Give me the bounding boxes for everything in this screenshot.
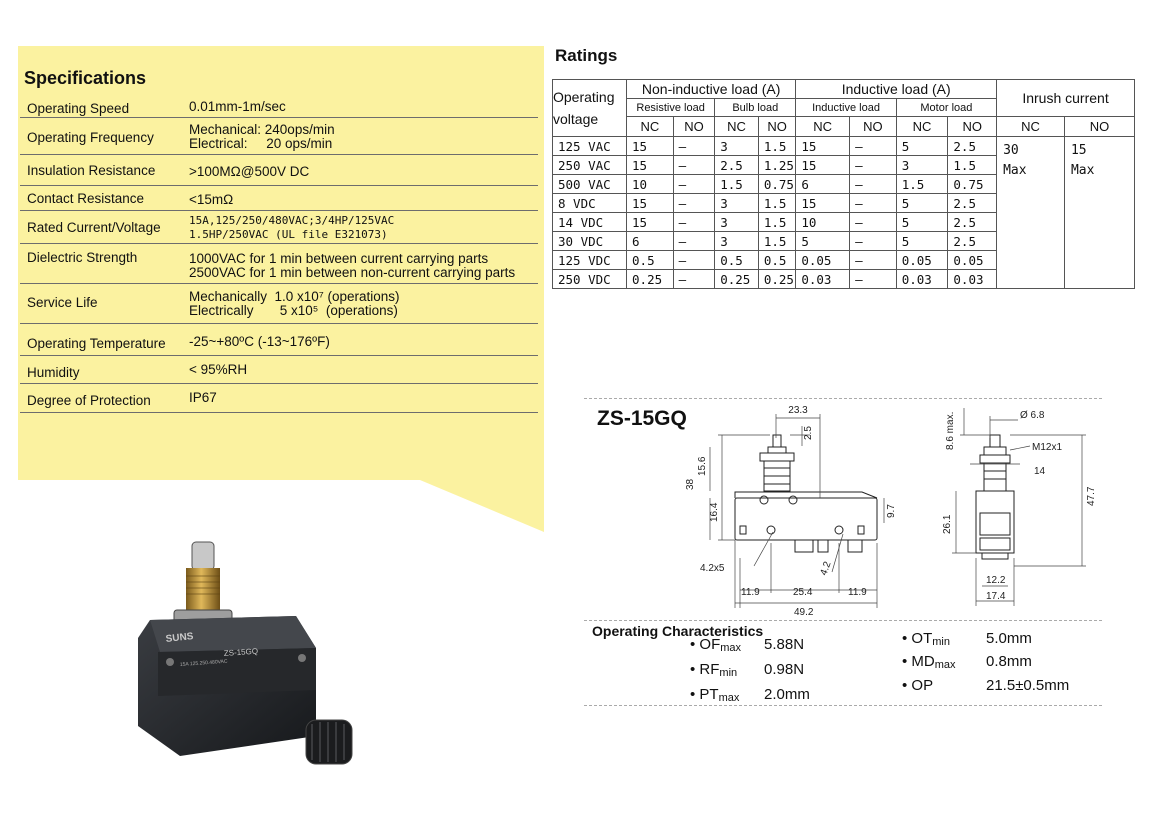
spec-label: Humidity xyxy=(27,365,80,380)
spec-value xyxy=(189,252,515,280)
table-cell: – xyxy=(673,194,715,213)
table-cell: 15 xyxy=(627,156,674,175)
dim-11-9-left: 11.9 xyxy=(741,587,760,598)
plunger-cap xyxy=(192,542,214,570)
table-cell: 0.05 xyxy=(948,251,997,270)
table-cell: 3 xyxy=(715,232,759,251)
inrush-no-value: 15 xyxy=(1070,143,1087,158)
ratings-title: Ratings xyxy=(555,46,618,65)
table-cell: 10 xyxy=(627,175,674,194)
dim-25-4: 25.4 xyxy=(793,587,813,598)
spec-row-operating-speed xyxy=(20,97,538,118)
table-cell: 0.25 xyxy=(758,270,796,289)
table-cell: 5 xyxy=(896,232,948,251)
spec-label: Operating Temperature xyxy=(27,336,166,351)
dim-26-1: 26.1 xyxy=(942,514,953,534)
spec-value: >100MΩ@500V DC xyxy=(189,164,310,179)
spec-row-degree-of-protection xyxy=(20,383,538,413)
spec-value xyxy=(189,123,335,151)
table-cell: 0.05 xyxy=(896,251,948,270)
side-view xyxy=(976,435,1014,559)
table-cell: 15 xyxy=(796,137,850,156)
nc-header: NC xyxy=(627,117,674,137)
dim-23-3: 23.3 xyxy=(788,405,808,416)
table-cell: 1.5 xyxy=(948,156,997,175)
table-cell: – xyxy=(850,270,897,289)
table-cell: 3 xyxy=(715,213,759,232)
table-cell: 3 xyxy=(715,137,759,156)
brass-bushing xyxy=(186,568,220,612)
spec-value-line: 2500VAC for 1 min between non-current carrying parts xyxy=(189,265,516,280)
spec-value: IP67 xyxy=(189,390,217,405)
bulb-load-header: Bulb load xyxy=(715,99,796,117)
oc-name: OT xyxy=(911,630,933,647)
voltage-cell: 125 VAC xyxy=(553,137,627,156)
table-cell: 0.75 xyxy=(758,175,796,194)
no-header: NO xyxy=(758,117,796,137)
table-cell: 5 xyxy=(896,194,948,213)
spec-row-rated-current-voltage xyxy=(20,210,538,244)
table-cell: 0.75 xyxy=(948,175,997,194)
no-header: NO xyxy=(673,117,715,137)
dim-38: 38 xyxy=(685,478,696,490)
table-cell: 2.5 xyxy=(948,194,997,213)
table-cell: 0.03 xyxy=(796,270,850,289)
drawing-model-title: ZS-15GQ xyxy=(597,407,687,430)
table-cell: – xyxy=(850,156,897,175)
no-header: NO xyxy=(948,117,997,137)
spec-value-line: Electrical: 20 ops/min xyxy=(189,136,333,151)
table-cell: 6 xyxy=(796,175,850,194)
dim-m12x1: M12x1 xyxy=(1032,442,1063,453)
table-cell: 1.25 xyxy=(758,156,796,175)
voltage-cell: 30 VDC xyxy=(553,232,627,251)
dim-15-6: 15.6 xyxy=(697,456,708,476)
motor-load-header: Motor load xyxy=(896,99,996,117)
spec-label: Degree of Protection xyxy=(27,393,151,408)
table-cell: 1.5 xyxy=(896,175,948,194)
dim-9-7: 9.7 xyxy=(886,504,897,518)
table-cell: – xyxy=(673,270,715,289)
oc-item-ot: • $OT_{min}$ 5.0mm xyxy=(902,630,1032,648)
table-cell: – xyxy=(850,213,897,232)
table-cell: 3 xyxy=(896,156,948,175)
oc-sub: min xyxy=(932,636,950,648)
spec-row-contact-resistance xyxy=(20,185,538,211)
voltage-cell: 250 VDC xyxy=(553,270,627,289)
oc-name: MD xyxy=(911,653,935,670)
resistive-load-header: Resistive load xyxy=(627,99,715,117)
voltage-cell: 125 VDC xyxy=(553,251,627,270)
table-cell: 2.5 xyxy=(948,213,997,232)
spec-label: Operating Frequency xyxy=(27,130,154,145)
oc-name: OP xyxy=(911,677,934,694)
no-header: NO xyxy=(1064,117,1134,137)
table-cell: – xyxy=(673,251,715,270)
inrush-current-header: Inrush current xyxy=(997,80,1135,117)
specifications-panel xyxy=(18,46,544,532)
table-row xyxy=(553,137,1135,156)
table-cell: – xyxy=(850,251,897,270)
table-cell: 15 xyxy=(627,137,674,156)
spec-value-line: Mechanical: 240ops/min xyxy=(189,122,335,137)
drawing-mid-divider xyxy=(584,620,1102,621)
oc-item-pt: • $PT_{max}$ 2.0mm xyxy=(690,686,810,704)
nc-header: NC xyxy=(997,117,1065,137)
spec-label: Contact Resistance xyxy=(27,191,145,206)
table-cell: 15 xyxy=(627,213,674,232)
oc-value: 21.5±0.5mm xyxy=(986,677,1070,694)
nc-header: NC xyxy=(796,117,850,137)
table-cell: – xyxy=(673,232,715,251)
oc-value: 5.88N xyxy=(764,636,805,653)
oc-item-rf: • $RF_{min}$ 0.98N xyxy=(690,661,805,679)
ratings-table xyxy=(552,79,1135,289)
table-cell: 15 xyxy=(627,194,674,213)
limit-switch-product-image xyxy=(120,530,390,790)
specifications-title: Specifications xyxy=(24,68,147,88)
spec-label: Service Life xyxy=(27,295,98,310)
dim-47-7: 47.7 xyxy=(1086,486,1097,506)
voltage-cell: 8 VDC xyxy=(553,194,627,213)
table-cell: 0.03 xyxy=(896,270,948,289)
spec-value: 0.01mm-1m/sec xyxy=(189,99,286,114)
table-cell: 2.5 xyxy=(948,137,997,156)
table-cell: – xyxy=(850,232,897,251)
product-rating-text: 15A 125.250.480VAC xyxy=(179,658,228,668)
dim-14: 14 xyxy=(1034,466,1046,477)
inductive-load-header: Inductive load (A) xyxy=(796,80,997,99)
dim-4-2: 4.2 xyxy=(818,560,834,578)
oc-name: RF xyxy=(699,661,720,678)
spec-value-line: Electrically 5 x10⁵ (operations) xyxy=(189,303,398,318)
drawing-bottom-divider xyxy=(584,705,1102,706)
oc-sub: max xyxy=(934,659,956,671)
inrush-nc-cell xyxy=(997,137,1065,289)
dim-11-9-right: 11.9 xyxy=(848,587,867,598)
oc-value: 0.98N xyxy=(764,661,805,678)
dim-4-2x5: 4.2x5 xyxy=(700,563,725,574)
spec-value: <15mΩ xyxy=(189,192,234,207)
dim-12-2: 12.2 xyxy=(986,575,1006,586)
spec-row-insulation-resistance xyxy=(20,154,538,186)
spec-value xyxy=(189,214,394,242)
dim-diameter-6-8: Ø 6.8 xyxy=(1020,410,1045,421)
table-cell: 0.05 xyxy=(796,251,850,270)
table-cell: 10 xyxy=(796,213,850,232)
table-cell: 5 xyxy=(896,137,948,156)
nc-header: NC xyxy=(715,117,759,137)
table-cell: 0.03 xyxy=(948,270,997,289)
table-cell: 2.5 xyxy=(715,156,759,175)
spec-row-operating-frequency xyxy=(20,117,538,155)
oc-value: 0.8mm xyxy=(986,653,1032,670)
oc-value: 2.0mm xyxy=(764,686,810,703)
dim-49-2: 49.2 xyxy=(794,607,814,618)
table-cell: 0.5 xyxy=(715,251,759,270)
table-cell: – xyxy=(850,194,897,213)
spec-label: Rated Current/Voltage xyxy=(27,220,161,235)
inrush-no-cell xyxy=(1064,137,1134,289)
side-dimension-lines xyxy=(952,408,1086,606)
spec-value-line: 1.5HP/250VAC (UL file E321073) xyxy=(189,228,388,241)
operating-characteristics-title: Operating Characteristics xyxy=(592,623,764,639)
table-cell: 0.5 xyxy=(627,251,674,270)
dim-8-6-max: 8.6 max. xyxy=(945,411,956,450)
oc-sub: max xyxy=(720,642,742,654)
front-dimension-lines xyxy=(710,414,884,608)
dimension-drawing xyxy=(680,398,1120,620)
spec-value: < 95%RH xyxy=(189,362,248,377)
table-cell: 1.5 xyxy=(758,194,796,213)
dim-17-4: 17.4 xyxy=(986,591,1006,602)
table-cell: 0.25 xyxy=(627,270,674,289)
nc-header: NC xyxy=(896,117,948,137)
table-cell: 15 xyxy=(796,194,850,213)
spec-value-line: 1000VAC for 1 min between current carrying parts xyxy=(189,251,489,266)
table-cell: 5 xyxy=(896,213,948,232)
oc-value: 5.0mm xyxy=(986,630,1032,647)
table-cell: 0.5 xyxy=(758,251,796,270)
voltage-cell: 14 VDC xyxy=(553,213,627,232)
operating-voltage-header: Operating voltage xyxy=(553,80,627,137)
spec-value: -25~+80ºC (-13~176ºF) xyxy=(189,334,330,349)
table-cell: 15 xyxy=(796,156,850,175)
spec-value-line: 15A,125/250/480VAC;3/4HP/125VAC xyxy=(189,214,395,227)
spec-row-service-life xyxy=(20,283,538,324)
table-cell: 1.5 xyxy=(758,232,796,251)
table-cell: 3 xyxy=(715,194,759,213)
spec-label: Dielectric Strength xyxy=(27,250,138,265)
table-cell: 1.5 xyxy=(758,137,796,156)
spec-value xyxy=(189,290,400,318)
inrush-nc-value: 30 xyxy=(1003,143,1019,158)
spec-label: Operating Speed xyxy=(27,101,130,116)
dim-2-5: 2.5 xyxy=(803,426,814,440)
table-cell: – xyxy=(673,175,715,194)
inductive-sub-header: Inductive load xyxy=(796,99,896,117)
voltage-cell: 500 VAC xyxy=(553,175,627,194)
spec-row-dielectric-strength xyxy=(20,243,538,284)
table-cell: – xyxy=(673,156,715,175)
oc-item-md: • $MD_{max}$ 0.8mm xyxy=(902,653,1032,671)
table-cell: 1.5 xyxy=(715,175,759,194)
table-cell: 2.5 xyxy=(948,232,997,251)
oc-item-of: • $OF_{max}$ 5.88N xyxy=(690,636,805,654)
table-cell: – xyxy=(673,137,715,156)
table-cell: 0.25 xyxy=(715,270,759,289)
product-brand: SUNS xyxy=(165,631,194,645)
oc-name: OF xyxy=(699,636,721,653)
non-inductive-load-header: Non-inductive load (A) xyxy=(627,80,796,99)
spec-label: Insulation Resistance xyxy=(27,163,156,178)
front-view xyxy=(735,435,877,552)
inrush-nc-unit: Max xyxy=(1003,163,1027,178)
table-cell: 1.5 xyxy=(758,213,796,232)
inrush-no-unit: Max xyxy=(1070,163,1095,178)
oc-sub: max xyxy=(718,692,740,704)
spec-value-line: Mechanically 1.0 x10⁷ (operations) xyxy=(189,289,400,304)
oc-name: PT xyxy=(699,686,719,703)
table-cell: – xyxy=(850,137,897,156)
no-header: NO xyxy=(850,117,897,137)
table-cell: 5 xyxy=(796,232,850,251)
oc-item-op: • OP 21.5±0.5mm xyxy=(902,677,1070,694)
spec-row-operating-temperature xyxy=(20,323,538,356)
table-cell: – xyxy=(850,175,897,194)
dim-16-4: 16.4 xyxy=(709,502,720,522)
oc-sub: min xyxy=(719,667,738,679)
table-cell: 6 xyxy=(627,232,674,251)
spec-row-humidity xyxy=(20,355,538,384)
voltage-cell: 250 VAC xyxy=(553,156,627,175)
table-cell: – xyxy=(673,213,715,232)
product-model: ZS-15GQ xyxy=(223,646,259,658)
